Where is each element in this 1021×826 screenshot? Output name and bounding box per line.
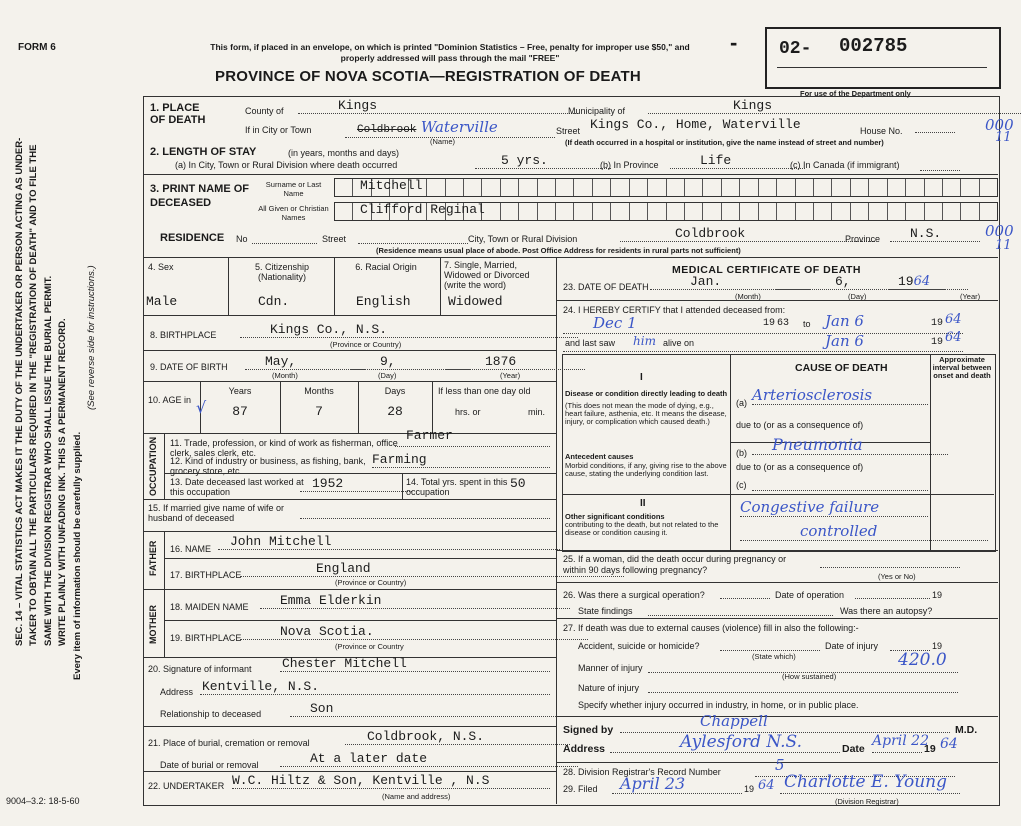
other-conditions-2: controlled — [740, 522, 988, 541]
father-birthplace-label: 17. BIRTHPLACE — [170, 570, 242, 580]
spouse-label: 15. If married give name of wife or husband of deceased — [148, 503, 285, 523]
physician-date-label: Date — [842, 743, 865, 755]
last-saw-date: Jan 6 — [825, 332, 864, 350]
spouse-field — [300, 518, 550, 519]
physician-date: April 22 — [872, 733, 929, 749]
informant-address: Kentville, N.S. — [200, 679, 550, 695]
birthplace-sub: (Province or Country) — [330, 340, 402, 349]
filed-date: April 23 — [620, 774, 686, 793]
burial-place: Coldbrook, N.S. — [345, 729, 570, 745]
dod-year-label: (Year) — [960, 292, 981, 301]
surname-grid — [334, 178, 998, 197]
margin-code-1: 000 — [985, 116, 1014, 134]
registrar-field — [780, 793, 960, 794]
attended-to: Jan 6 — [825, 312, 864, 330]
house-label: House No. — [860, 126, 903, 136]
age-days-label: Days — [384, 386, 406, 396]
record-number-label: 28. Division Registrar's Record Number — [563, 767, 721, 777]
header-dash: - — [730, 30, 738, 55]
county-value: Kings — [298, 98, 578, 114]
length-of-stay-label: 2. LENGTH OF STAY — [150, 146, 257, 158]
attended-field — [563, 312, 963, 334]
marital-label: 7. Single, Married, Widowed or Divorced (write the word) — [444, 260, 530, 290]
age-years-label: Years — [228, 386, 252, 396]
margin-instructions-3: SAME WITH THE DIVISION REGISTRAR WHO SHALL ISSUE THE BURIAL PERMIT. WRITE PLAINLY WITH UNFADING INK. THIS IS A PERMANENT RECORD. — [43, 275, 68, 646]
disease-label: Disease or condition directly leading to death — [565, 389, 728, 398]
filed-field — [612, 793, 742, 794]
burial-place-label: 21. Place of burial, cremation or removal — [148, 738, 310, 748]
other-conditions-note: contributing to the death, but not related to the disease or condition causing it. — [565, 520, 719, 537]
dod-month-label: (Month) — [735, 292, 761, 301]
age-check: √ — [196, 398, 207, 417]
burial-date: At a later date — [280, 751, 578, 767]
dod-year — [888, 274, 968, 290]
residence-division-value: Coldbrook — [620, 226, 875, 242]
cause-c-label: (c) — [736, 480, 747, 490]
dob-month-label: (Month) — [272, 371, 298, 380]
operation-label: 26. Was there a surgical operation? — [563, 590, 705, 600]
cause-a-label: (a) — [736, 398, 747, 408]
residence-label: RESIDENCE — [160, 232, 225, 244]
age-less-label: If less than one day old — [438, 386, 531, 396]
mother-name: Emma Elderkin — [260, 593, 570, 609]
external-causes-label: 27. If death was due to external causes (violence) fill in also the following:- — [563, 623, 859, 633]
dept-use-note: For use of the Department only — [800, 89, 911, 98]
residence-no-label: No — [236, 234, 248, 244]
state-which: (State which) — [752, 652, 796, 661]
age-min-label: min. — [528, 407, 546, 417]
cause-b-value: Pneumonia — [752, 435, 948, 455]
operation-date-label: Date of operation — [775, 590, 845, 600]
physician-date-field — [872, 752, 922, 753]
street-value: Kings Co., Home, Waterville — [590, 117, 801, 132]
last-saw-year: 64 — [945, 330, 962, 345]
dod-year-prefix: 19 — [898, 274, 914, 289]
municipality-value: Kings — [648, 98, 1021, 114]
form-title: PROVINCE OF NOVA SCOTIA—REGISTRATION OF DEATH — [215, 68, 641, 85]
margin-instructions-2: TAKER TO OBTAIN ALL THE PARTICULARS REQUIRED IN THE "REGISTRATION OF DEATH" AND TO FILE THE — [28, 144, 39, 646]
father-name-label: 16. NAME — [170, 544, 212, 554]
citizenship-label: 5. Citizenship (Nationality) — [254, 262, 310, 282]
residence-no-field — [252, 243, 317, 244]
disease-note: (This does not mean the mode of dying, e.g., heart failure, asthenia, etc. It means the disease, injury, or complication which caused death.) — [565, 401, 727, 426]
cause-roman-2: II — [640, 498, 646, 509]
industry-value: Farming — [372, 452, 427, 467]
age-months: 7 — [315, 404, 323, 419]
occupation-side-label: OCCUPATION — [148, 436, 158, 496]
name-sublabel: (Name) — [430, 137, 456, 146]
operation-date-field — [855, 598, 930, 599]
cause-c-field — [752, 490, 928, 491]
informant-address-label: Address — [160, 687, 194, 697]
cause-a-value: Arteriosclerosis — [752, 386, 928, 405]
relationship-value: Son — [290, 701, 568, 717]
undertaker-label: 22. UNDERTAKER — [148, 781, 225, 791]
stay-canada-label: (c) In Canada (if immigrant) — [790, 160, 900, 170]
form-number: FORM 6 — [18, 42, 56, 53]
municipality-label: Municipality of — [568, 106, 626, 116]
manner-code: 420.0 — [898, 650, 947, 670]
father-side-label: FATHER — [148, 540, 158, 576]
findings-field — [648, 615, 833, 616]
how-sustained: (How sustained) — [782, 672, 837, 681]
father-birthplace: England — [240, 561, 624, 577]
certify-label: 24. I HEREBY CERTIFY that I attended deceased from: — [563, 305, 786, 315]
registrar-sub: (Division Registrar) — [835, 797, 899, 806]
dob-day-label: (Day) — [378, 371, 397, 380]
age-months-label: Months — [304, 386, 334, 396]
last-saw-field — [563, 330, 963, 352]
antecedent-label: Antecedent causes — [565, 452, 634, 461]
dob-year-label: (Year) — [500, 371, 521, 380]
filed-year: 64 — [758, 778, 775, 793]
record-number: 5 — [775, 756, 785, 774]
reg-prefix: 02- — [779, 39, 812, 59]
sex-label: 4. Sex — [148, 262, 174, 272]
hospital-note: (If death occurred in a hospital or institution, give the name instead of street and number) — [565, 138, 884, 147]
citizenship-value: Cdn. — [258, 294, 290, 309]
physician-address-field — [610, 752, 840, 753]
city-struck: Coldbrook — [357, 124, 417, 136]
sex-value: Male — [146, 294, 178, 309]
cause-b-label: (b) — [736, 448, 747, 458]
city-field — [345, 118, 555, 138]
age-years: 87 — [232, 404, 248, 419]
years-occupation-value: 50 — [510, 476, 526, 491]
dod-day-label: (Day) — [848, 292, 867, 301]
filed-label: 29. Filed — [563, 784, 598, 794]
accident-field — [720, 650, 820, 651]
residence-province-label: Province — [845, 234, 881, 244]
mother-bp-sub: (Province or Country — [335, 642, 404, 651]
cause-roman-1: I — [640, 372, 643, 383]
years-occupation-label: 14. Total yrs. spent in this occupation — [406, 477, 508, 497]
medical-title: MEDICAL CERTIFICATE OF DEATH — [672, 264, 861, 276]
given-value: Clifford Reginal — [360, 202, 485, 217]
last-saw-year-prefix: 19 — [931, 337, 944, 348]
marital-value: Widowed — [448, 294, 503, 309]
injury-date-label: Date of injury — [825, 641, 879, 651]
attended-to-year: 64 — [945, 312, 962, 327]
where-label: Specify whether injury occurred in industry, in home, or in public place. — [578, 700, 859, 710]
md-label: M.D. — [955, 724, 978, 736]
attended-from: Dec 1 — [593, 314, 637, 332]
due-to-2: due to (or as a consequence of) — [736, 462, 864, 472]
findings-label: State findings — [578, 606, 633, 616]
birthplace-value: Kings Co., N.S. — [240, 322, 578, 338]
informant-signature: Chester Mitchell — [280, 656, 550, 672]
margin-code-2: 000 — [985, 222, 1014, 240]
attended-from-year-prefix: 19 — [763, 318, 776, 329]
margin-instructions-1: SEC. 14 – VITAL STATISTICS ACT MAKES IT THE DUTY OF THE UNDERTAKER OR PERSON ACTING AS UNDER- — [14, 137, 25, 646]
stay-province-label: (b) In Province — [600, 160, 659, 170]
dob-year: 1876 — [445, 354, 585, 370]
age-hrs-label: hrs. or — [455, 407, 481, 417]
trade-value: Farmer — [406, 428, 453, 443]
margin-instructions-5: (See reverse side for instructions.) — [86, 265, 97, 410]
mother-birthplace: Nova Scotia. — [240, 624, 588, 640]
accident-label: Accident, suicide or homicide? — [578, 641, 700, 651]
alive-label: alive on — [663, 338, 695, 348]
dob-day: 9, — [350, 354, 470, 370]
stay-canada-field — [920, 170, 960, 171]
filed-year-prefix: 19 — [744, 784, 755, 794]
mother-birthplace-label: 19. BIRTHPLACE — [170, 633, 242, 643]
attended-to-label: to — [803, 319, 811, 329]
operation-field — [720, 598, 770, 599]
nature-label: Nature of injury — [578, 683, 640, 693]
house-field — [915, 132, 955, 133]
physician-address-label: Address — [563, 743, 606, 755]
other-conditions-1: Congestive failure — [740, 498, 928, 517]
burial-date-label: Date of burial or removal — [160, 760, 259, 770]
reg-number: 002785 — [839, 35, 908, 57]
injury-year: 19 — [932, 641, 943, 651]
physician-signature: Chappell — [700, 712, 768, 730]
pregnancy-field — [820, 567, 960, 568]
city-handwritten: Waterville — [420, 118, 498, 136]
father-name: John Mitchell — [218, 534, 560, 550]
print-name-label: 3. PRINT NAME OF DECEASED — [150, 183, 250, 209]
last-saw-him: him — [633, 334, 656, 348]
physician-year: 64 — [940, 736, 958, 752]
county-label: County of — [245, 106, 284, 116]
stay-city-value: 5 yrs. — [475, 153, 611, 169]
attended-to-year-prefix: 19 — [931, 318, 944, 329]
dob-label: 9. DATE OF BIRTH — [150, 362, 228, 372]
residence-note: (Residence means usual place of abode. Post Office Address for residents in rural parts not sufficient) — [376, 246, 741, 255]
last-worked-label: 13. Date deceased last worked at this occupation — [170, 477, 304, 497]
residence-street-field — [358, 243, 468, 244]
form-code: 9004–3.2: 18-5-60 — [6, 796, 80, 806]
due-to-1: due to (or as a consequence of) — [736, 420, 864, 430]
interval-label: Approximate interval between onset and death — [932, 355, 992, 380]
undertaker-sub: (Name and address) — [382, 792, 451, 801]
pregnancy-label: 25. If a woman, did the death occur during pregnancy or within 90 days following pregnancy? — [563, 554, 787, 575]
margin-code-1b: 11 — [995, 130, 1012, 145]
pregnancy-sub: (Yes or No) — [878, 572, 916, 581]
registrar-signature: Charlotte E. Young — [784, 772, 947, 792]
dod-month: Jan. — [650, 274, 810, 290]
dod-year-digits: 64 — [913, 274, 931, 289]
mother-side-label: MOTHER — [148, 605, 158, 644]
father-bp-sub: (Province or Country) — [335, 578, 407, 587]
margin-code-2b: 11 — [995, 238, 1012, 253]
physician-address: Aylesford N.S. — [680, 732, 802, 752]
mother-name-label: 18. MAIDEN NAME — [170, 602, 249, 612]
stay-city-label: (a) In City, Town or Rural Division where death occurred — [175, 160, 398, 170]
informant-label: 20. Signature of informant — [148, 664, 252, 674]
undertaker-value: W.C. Hiltz & Son, Kentville , N.S — [232, 773, 550, 789]
signed-by-label: Signed by — [563, 724, 614, 736]
residence-province-value: N.S. — [890, 226, 980, 242]
city-label: If in City or Town — [245, 125, 312, 135]
residence-street-label: Street — [322, 234, 347, 244]
other-conditions-label: Other significant conditions — [565, 512, 665, 521]
autopsy-label: Was there an autopsy? — [840, 606, 933, 616]
mail-notice: This form, if placed in an envelope, on which is printed "Dominion Statistics – Free, penalty for improper use $50," and properly addressed will pass through the mail "FREE" — [210, 42, 690, 63]
age-label: 10. AGE in — [148, 395, 192, 405]
last-saw-label: and last saw — [565, 338, 616, 348]
dod-day: 6, — [775, 274, 945, 290]
racial-label: 6. Racial Origin — [355, 262, 417, 272]
registration-number-box — [765, 27, 1001, 89]
place-of-death-label: 1. PLACE OF DEATH — [150, 102, 206, 126]
antecedent-note: Morbid conditions, if any, giving rise to the above cause, stating the underlying condition last. — [565, 461, 727, 478]
residence-division-label: City, Town or Rural Division — [468, 234, 578, 244]
trade-label: 11. Trade, profession, or kind of work as fisherman, office clerk, sales clerk, etc. — [170, 438, 398, 458]
margin-instructions-4: Every item of information should be carefully supplied. — [72, 431, 83, 680]
length-of-stay-sub: (in years, months and days) — [288, 148, 400, 158]
street-label: Street — [556, 126, 581, 136]
physician-year-prefix: 19 — [924, 743, 936, 755]
operation-year: 19 — [932, 590, 943, 600]
dob-month: May, — [245, 354, 365, 370]
attended-from-year: 63 — [777, 318, 790, 329]
industry-label: 12. Kind of industry or business, as fishing, bank, grocery store, etc. — [170, 456, 366, 476]
stay-province-value: Life — [670, 153, 805, 169]
relationship-label: Relationship to deceased — [160, 709, 262, 719]
surname-value: Mitchell — [360, 178, 423, 193]
surname-label: Surname or Last Name — [265, 180, 322, 198]
cause-title: CAUSE OF DEATH — [795, 362, 888, 374]
dod-label: 23. DATE OF DEATH — [563, 282, 649, 292]
manner-label: Manner of injury — [578, 663, 643, 673]
nature-field — [648, 692, 958, 693]
given-label: All Given or Christian Names — [258, 204, 329, 222]
birthplace-label: 8. BIRTHPLACE — [150, 330, 217, 340]
racial-value: English — [356, 294, 411, 309]
last-worked-value: 1952 — [300, 476, 412, 492]
age-days: 28 — [387, 404, 403, 419]
